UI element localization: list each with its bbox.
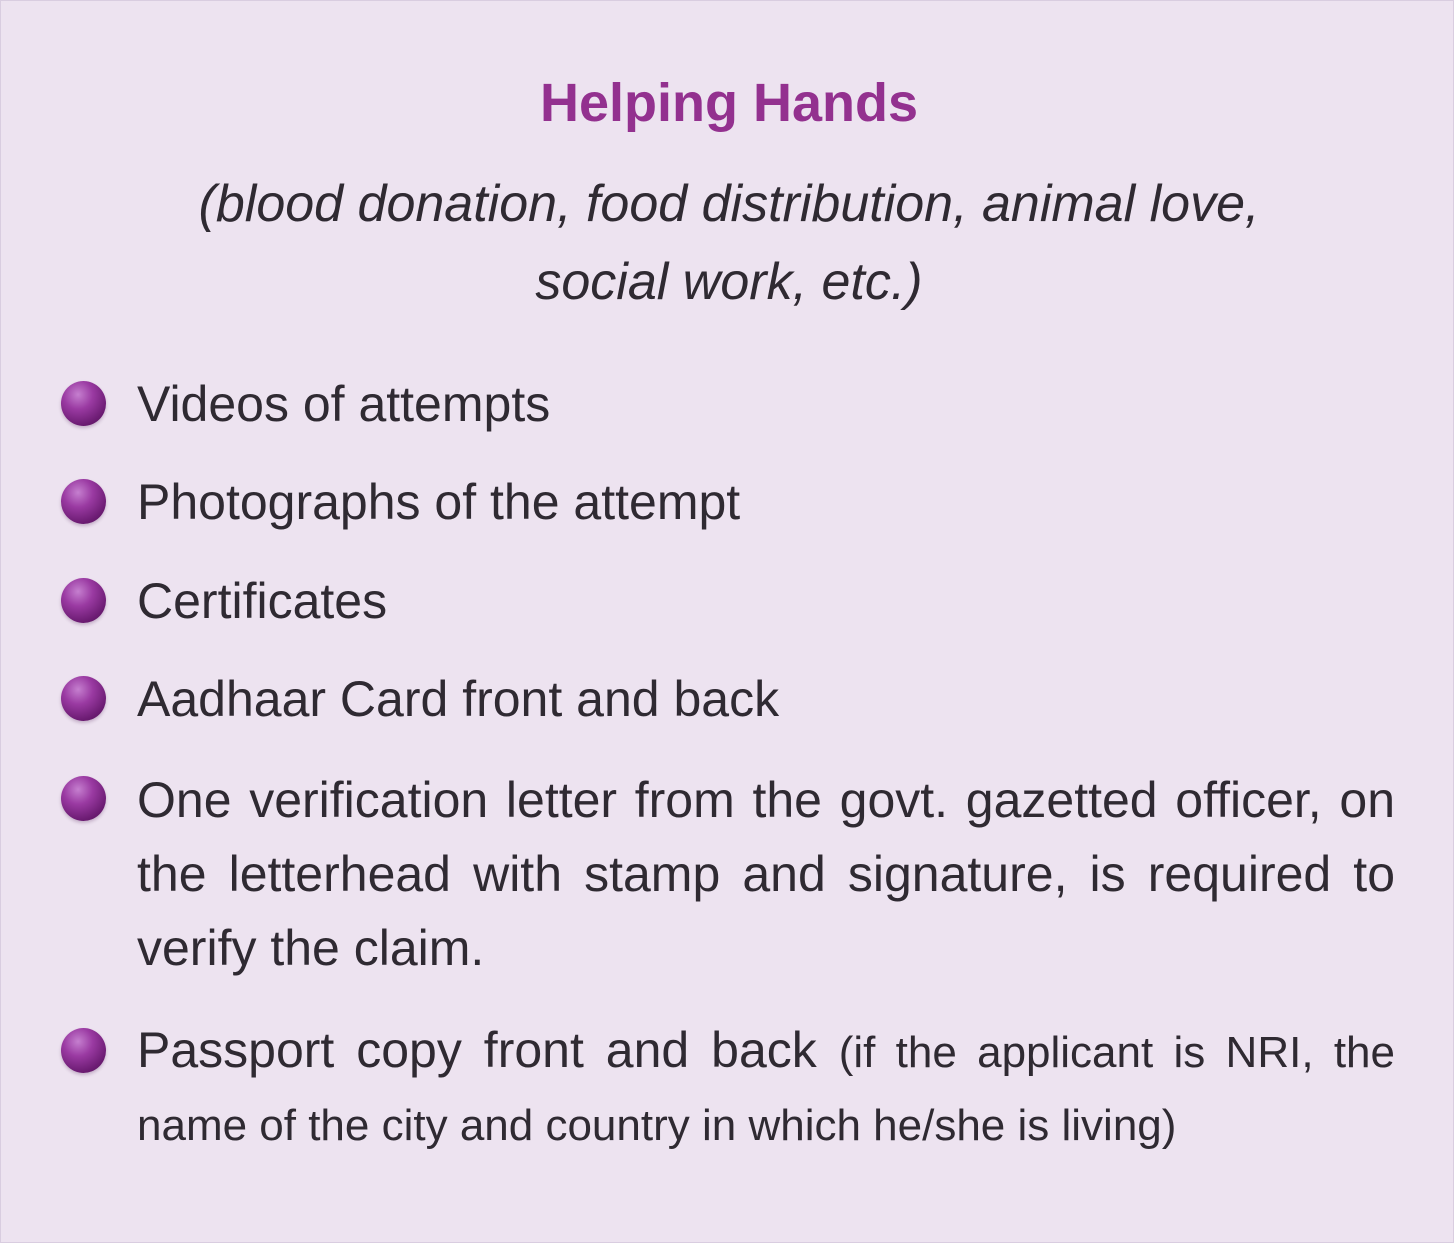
passport-text: Passport copy front and back — [137, 1022, 817, 1078]
bullet-icon — [61, 381, 106, 426]
bullet-icon — [61, 578, 106, 623]
list-item-passport — [137, 1015, 1395, 1161]
list-item-photographs: Photographs of the attempt — [137, 474, 741, 530]
list-item-aadhaar: Aadhaar Card front and back — [137, 671, 780, 727]
bullet-icon — [61, 676, 106, 721]
bullet-icon — [61, 1028, 106, 1073]
list-item-verification-letter: One verification letter from the govt. gazetted officer, on the letterhead with stamp and signature, is required to verify the claim. — [137, 772, 1395, 976]
page-title: Helping Hands — [539, 73, 919, 133]
bullet-icon — [61, 479, 106, 524]
subtitle-line-2: social work, etc.) — [535, 253, 923, 311]
list-item-certificates: Certificates — [137, 573, 388, 629]
passport-note: (if the applicant is NRI, the name of the city and country in which he/she is living) — [137, 1028, 1395, 1150]
subtitle-line-1: (blood donation, food distribution, animal love, — [198, 175, 1260, 233]
bullet-icon — [61, 776, 106, 821]
subtitle — [1, 165, 1456, 321]
list-item-videos: Videos of attempts — [137, 376, 551, 432]
